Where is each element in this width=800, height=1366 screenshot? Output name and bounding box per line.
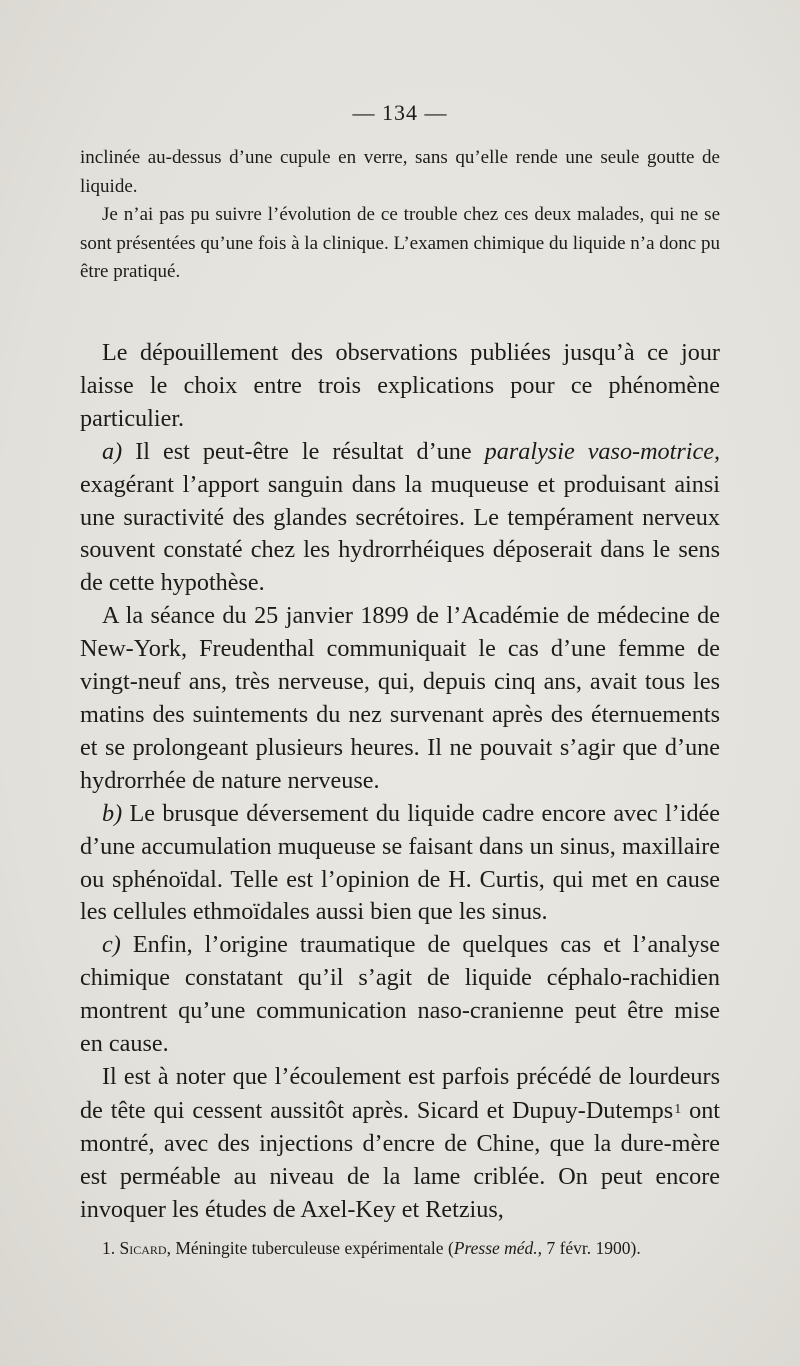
paragraph-sicard-before: Il est à noter que l’écoulement est parfois précédé de lourdeurs de tête qui cessent aussitôt après. Sicard et Dupuy-Dutemps — [80, 1062, 720, 1124]
paragraph-a-before: Il est peut-être le résultat d’une — [135, 437, 472, 465]
intro-block — [80, 144, 720, 287]
paragraph-b-text: Le brusque déversement du liquide cadre encore avec l’idée d’une accumulation muqueuse se faisant dans un sinus, maxillaire ou sphénoïdal. Telle est l’opinion de H. Curtis, qui met en cause les cellules ethmoïdales aussi bien que les sinus. — [80, 799, 721, 926]
footnote-text: 1. Sicard, Méningite tuberculeuse expérimentale (Presse méd., 7 févr. 1900). — [102, 1238, 641, 1258]
page-number: — 134 — — [352, 100, 448, 125]
paragraph-a-after: exagérant l’apport sanguin dans la muqueuse et produisant ainsi une suractivité des glandes secrétoires. Le tempérament nerveux souvent constaté chez les hydrorrhéiques déposerait dans le sens de cette hypothèse. — [80, 470, 720, 597]
paragraph-b — [80, 798, 720, 930]
footnote-date: 7 févr. 1900). — [546, 1238, 641, 1258]
footnote-number: 1. — [102, 1238, 116, 1258]
paragraph-c — [80, 929, 720, 1061]
paragraph-b-label: b) — [102, 799, 123, 827]
paragraph-c-text: Enfin, l’origine traumatique de quelques cas et l’analyse chimique constatant qu’il s’agit de liquide céphalo-rachidien montrent qu’une communication naso-cranienne peut être mise en cause. — [80, 931, 721, 1058]
paragraph-sicard-after: ont montré, avec des injections d’encre de Chine, que la dure-mère est perméable au niveau de la lame criblée. On peut encore invoquer les études de Axel-Key et Retzius, — [80, 1096, 721, 1223]
paragraph-c-label: c) — [102, 931, 121, 959]
footnote-source: Presse méd., — [453, 1238, 543, 1258]
paragraph-freudenthal: A la séance du 25 janvier 1899 de l’Académie de médecine de New-York, Freudenthal communiquait le cas d’une femme de vingt-neuf ans, très nerveuse, qui, depuis cinq ans, avait tous les matins des suintements du nez survenant après des éternuements et se prolongeant plusieurs heures. Il ne pouvait s’agir que d’une hydrorrhée de nature nerveuse. — [80, 602, 720, 794]
footnote — [80, 1237, 720, 1260]
footnote-title: Méningite tuberculeuse expérimentale — [175, 1238, 444, 1258]
intro-paragraph-2: Je n’ai pas pu suivre l’évolution de ce trouble chez ces deux malades, qui ne se sont présentées qu’une fois à la clinique. L’examen chimique du liquide n’a donc pu être pratiqué. — [80, 204, 720, 282]
intro-paragraph-1: inclinée au-dessus d’une cupule en verre, sans qu’elle rende une seule goutte de liquide. — [80, 147, 720, 197]
paragraph-a-label: a) — [102, 437, 123, 465]
main-text — [80, 337, 720, 1226]
paragraph-a — [80, 436, 720, 601]
footnote-author: Sicard, — [119, 1238, 171, 1258]
paragraph-a-emphasis: paralysie vaso-motrice, — [484, 437, 721, 465]
paragraph-intro: Le dépouillement des observations publiées jusqu’à ce jour laisse le choix entre trois explications pour ce phénomène particulier. — [80, 339, 720, 432]
paragraph-sicard — [80, 1061, 720, 1227]
footnote-reference[interactable]: 1 — [674, 1101, 682, 1117]
